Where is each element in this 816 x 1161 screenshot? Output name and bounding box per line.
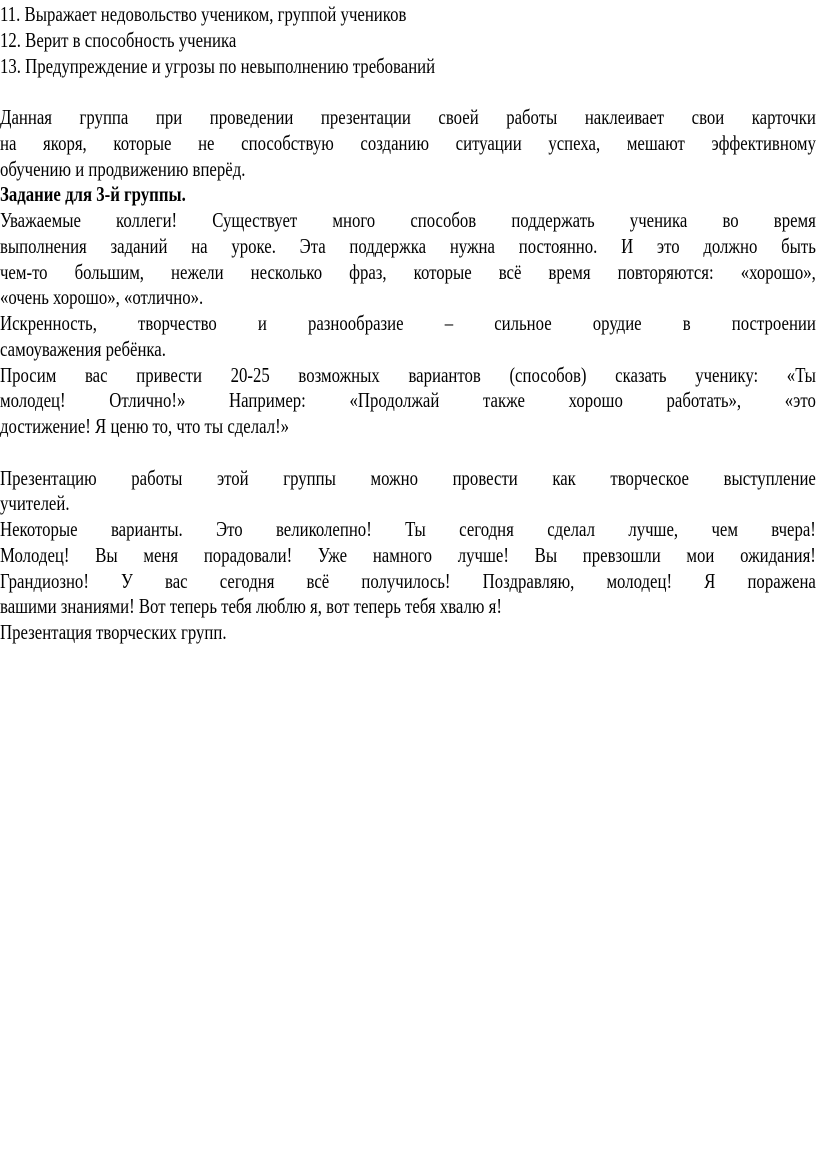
text-line: на якоря, которые не способствую созданию ситуации успеха, мешают эффективному bbox=[0, 130, 816, 155]
text-line: выполнения заданий на уроке. Эта поддержка нужна постоянно. И это должно быть bbox=[0, 233, 816, 258]
text-line: «очень хорошо», «отлично». bbox=[0, 285, 204, 310]
text-line: Уважаемые коллеги! Существует много способов поддержать ученика во время bbox=[0, 208, 816, 232]
text-line: чем-то большим, нежели несколько фраз, которые всё время повторяются: «хорошо», bbox=[0, 259, 816, 284]
text-line: Некоторые варианты. Это великолепно! Ты сегодня сделал лучше, чем вчера! bbox=[0, 517, 816, 541]
paragraph-presentation-teachers bbox=[0, 466, 816, 518]
text-line: самоуважения ребёнка. bbox=[0, 336, 166, 361]
paragraph-group-presentation bbox=[0, 105, 816, 182]
text-line: Данная группа при проведении презентации своей работы наклеивает свои карточки bbox=[0, 105, 816, 129]
text-line: Просим вас привести 20-25 возможных вариантов (способов) сказать ученику: «Ты bbox=[0, 362, 816, 387]
text-line: Искренность, творчество и разнообразие – сильное орудие в построении bbox=[0, 311, 816, 335]
list-item: 13. Предупреждение и угрозы по невыполнению требований bbox=[0, 53, 436, 78]
text-line: Молодец! Вы меня порадовали! Уже намного лучше! Вы превзошли мои ожидания! bbox=[0, 542, 816, 567]
text-line: вашими знаниями! Вот теперь тебя люблю я, вот теперь тебя хвалю я! bbox=[0, 594, 502, 619]
text-line: достижение! Я ценю то, что ты сделал!» bbox=[0, 414, 290, 438]
text-line: обучению и продвижению вперёд. bbox=[0, 156, 246, 181]
paragraph-variants bbox=[0, 517, 816, 620]
list-item: 12. Верит в способность ученика bbox=[0, 27, 237, 52]
numbered-list bbox=[0, 2, 816, 79]
section-heading: Задание для 3-й группы. bbox=[0, 182, 186, 207]
paragraph-request bbox=[0, 363, 816, 440]
blank-line bbox=[0, 440, 816, 466]
closing-line: Презентация творческих групп. bbox=[0, 620, 227, 644]
text-line: Презентацию работы этой группы можно провести как творческое выступление bbox=[0, 465, 816, 490]
document-page bbox=[0, 2, 816, 646]
list-item: 11. Выражает недовольство учеником, группой учеников bbox=[0, 2, 407, 26]
text-line: учителей. bbox=[0, 491, 70, 516]
blank-line bbox=[0, 79, 816, 105]
text-line: молодец! Отлично!» Например: «Продолжай также хорошо работать», «это bbox=[0, 388, 816, 413]
paragraph-colleagues bbox=[0, 208, 816, 311]
text-line: Грандиозно! У вас сегодня всё получилось! Поздравляю, молодец! Я поражена bbox=[0, 568, 816, 593]
paragraph-sincerity bbox=[0, 311, 816, 363]
